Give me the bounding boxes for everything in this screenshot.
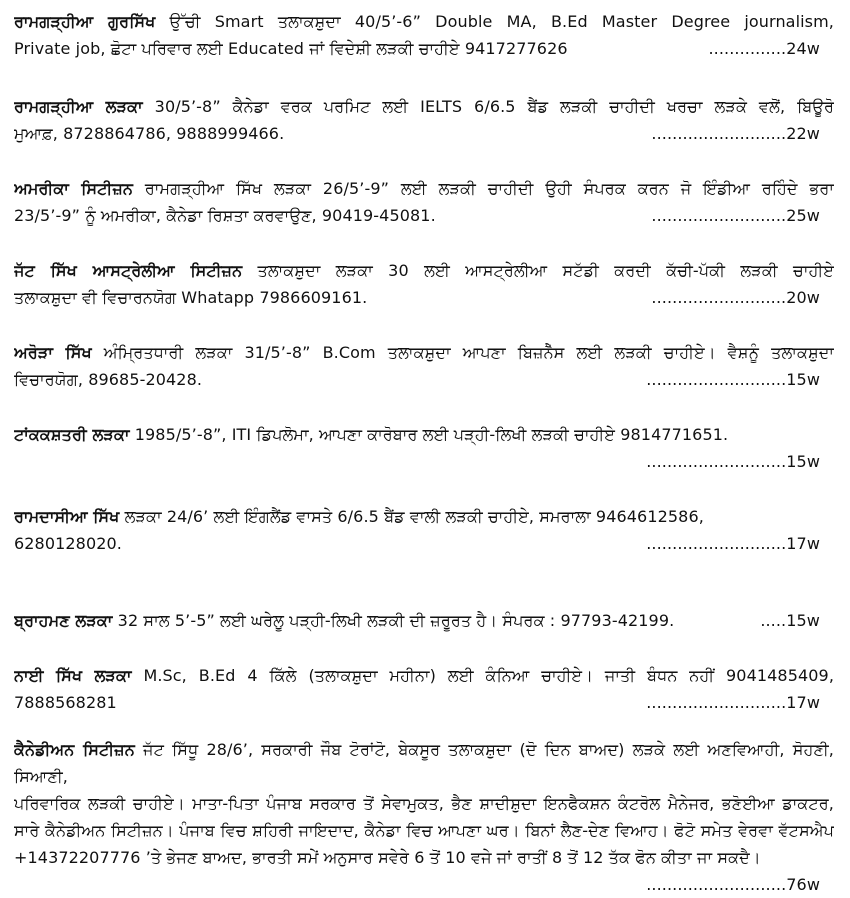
classified-ad bbox=[14, 662, 834, 716]
ad-text: ਰਾਮਗੜ੍ਹੀਆ ਸਿੱਖ ਲੜਕਾ 26/5’-9” ਲਈ ਲੜਕੀ ਚਾਹੀਦੀ ਉਹੀ ਸੰਪਰਕ ਕਰਨ ਜੋ ਇੰਡੀਆ ਰਹਿੰਦੇ ਭਰਾ bbox=[132, 179, 834, 198]
ad-line bbox=[14, 817, 834, 844]
classified-ad bbox=[14, 93, 834, 147]
ad-text: +14372207776 ’ਤੇ ਭੇਜਣ ਬਾਅਦ, ਭਾਰਤੀ ਸਮੇਂ ਅਨੁਸਾਰ ਸਵੇਰੇ 6 ਤੋਂ 10 ਵਜੇ ਜਾਂ ਰਾਤੀਂ 8 ਤੋਂ 12 ਤੱਕ ਫੋਨ ਕੀਤਾ ਜਾ ਸਕਦੈ। bbox=[14, 848, 761, 867]
ad-text: ਲੜਕਾ 24/6’ ਲਈ ਇੰਗਲੈਂਡ ਵਾਸਤੇ 6/6.5 ਬੈਂਡ ਵਾਲੀ ਲੜਕੀ ਚਾਹੀਏ, ਸਮਰਾਲਾ 9464612586, bbox=[119, 507, 704, 526]
ad-heading: ਅਮਰੀਕਾ ਸਿਟੀਜ਼ਨ bbox=[14, 179, 133, 198]
ad-price: ..........................20w bbox=[651, 288, 820, 307]
ad-heading: ਕੈਨੇਡੀਅਨ ਸਿਟੀਜ਼ਨ bbox=[14, 740, 135, 759]
ad-heading: ਰਾਮਗੜ੍ਹੀਆ ਲੜਕਾ bbox=[14, 97, 143, 116]
ad-line bbox=[14, 607, 834, 634]
ad-text: Private job, ਛੋਟਾ ਪਰਿਵਾਰ ਲਈ Educated ਜਾਂ ਵਿਦੇਸ਼ੀ ਲੜਕੀ ਚਾਹੀਏ 9417277626 bbox=[14, 39, 568, 58]
ad-text: 32 ਸਾਲ 5’-5” ਲਈ ਘਰੇਲੂ ਪੜ੍ਹੀ-ਲਿਖੀ ਲੜਕੀ ਦੀ ਜ਼ਰੂਰਤ ਹੈ। ਸੰਪਰਕ : 97793-42199. bbox=[112, 611, 675, 630]
ad-price: ...............24w bbox=[708, 39, 820, 58]
ad-heading: ਰਾਮਗੜ੍ਹੀਆ ਗੁਰਸਿੱਖ bbox=[14, 12, 156, 31]
ad-price-row bbox=[14, 871, 834, 898]
ad-text: ਤਲਾਕਸ਼ੁਦਾ ਲੜਕਾ 30 ਲਈ ਆਸਟ੍ਰੇਲੀਆ ਸਟੱਡੀ ਕਰਦੀ ਕੱਚੀ-ਪੱਕੀ ਲੜਕੀ ਚਾਹੀਏ bbox=[242, 261, 834, 280]
ad-text: 1985/5’-8”, ITI ਡਿਪਲੋਮਾ, ਆਪਣਾ ਕਾਰੋਬਾਰ ਲਈ ਪੜ੍ਹੀ-ਲਿਖੀ ਲੜਕੀ ਚਾਹੀਏ 9814771651. bbox=[129, 425, 729, 444]
ad-text: 7888568281 bbox=[14, 693, 117, 712]
ad-line bbox=[14, 35, 834, 62]
classified-ad bbox=[14, 8, 834, 62]
ad-line bbox=[14, 790, 834, 817]
ad-line bbox=[14, 530, 834, 557]
ad-line bbox=[14, 421, 834, 448]
ad-price: ...........................15w bbox=[646, 452, 820, 471]
ad-price: ...........................15w bbox=[646, 370, 820, 389]
ad-heading: ਜੱਟ ਸਿੱਖ ਆਸਟ੍ਰੇਲੀਆ ਸਿਟੀਜ਼ਨ bbox=[14, 261, 243, 280]
ad-text: ਤਲਾਕਸ਼ੁਦਾ ਵੀ ਵਿਚਾਰਨਯੋਗ Whatapp 7986609161. bbox=[14, 288, 368, 307]
ad-price: ...........................17w bbox=[646, 693, 820, 712]
ad-line bbox=[14, 284, 834, 311]
classified-ads-column bbox=[14, 8, 834, 898]
classified-ad bbox=[14, 339, 834, 393]
ad-heading: ਨਾਈ ਸਿੱਖ ਲੜਕਾ bbox=[14, 666, 132, 685]
ad-text: 6280128020. bbox=[14, 534, 122, 553]
ad-price: ..........................22w bbox=[651, 124, 820, 143]
ad-heading: ਅਰੋੜਾ ਸਿੱਖ bbox=[14, 343, 92, 362]
classified-ad bbox=[14, 503, 834, 557]
classified-ad bbox=[14, 736, 834, 898]
ad-line bbox=[14, 503, 834, 530]
classified-ad bbox=[14, 421, 834, 475]
ad-line bbox=[14, 339, 834, 366]
classified-ad bbox=[14, 175, 834, 229]
ad-line bbox=[14, 662, 834, 689]
ad-text: 30/5’-8” ਕੈਨੇਡਾ ਵਰਕ ਪਰਮਿਟ ਲਈ IELTS 6/6.5 ਬੈਂਡ ਲੜਕੀ ਚਾਹੀਦੀ ਖਰਚਾ ਲੜਕੇ ਵਲੋਂ, ਬਿਊਰੋ bbox=[142, 97, 834, 116]
ad-line bbox=[14, 202, 834, 229]
ad-line bbox=[14, 120, 834, 147]
ad-text: ਉੱਚੀ Smart ਤਲਾਕਸ਼ੁਦਾ 40/5’-6” Double MA, B.Ed Master Degree journalism, bbox=[155, 12, 834, 31]
ad-line bbox=[14, 93, 834, 120]
ad-price: ..........................25w bbox=[651, 206, 820, 225]
ad-price-row bbox=[14, 448, 834, 475]
ad-line bbox=[14, 366, 834, 393]
ad-text: ਮੁਆਫ਼, 8728864786, 9888999466. bbox=[14, 124, 285, 143]
classified-ad bbox=[14, 607, 834, 634]
ad-line bbox=[14, 736, 834, 790]
classified-ad bbox=[14, 257, 834, 311]
ad-text: ਵਿਚਾਰਯੋਗ, 89685-20428. bbox=[14, 370, 203, 389]
ad-line bbox=[14, 689, 834, 716]
ad-text: ਸਾਰੇ ਕੈਨੇਡੀਅਨ ਸਿਟੀਜ਼ਨ। ਪੰਜਾਬ ਵਿਚ ਸ਼ਹਿਰੀ ਜਾਇਦਾਦ, ਕੈਨੇਡਾ ਵਿਚ ਆਪਣਾ ਘਰ। ਬਿਨਾਂ ਲੈਣ-ਦੇਣ ਵਿਆਹ। ਫੋਟੋ ਸਮੇਤ ਵੇਰਵਾ ਵੱਟਸਐਪ bbox=[14, 821, 834, 840]
ad-heading: ਰਾਮਦਾਸੀਆ ਸਿੱਖ bbox=[14, 507, 120, 526]
ad-line bbox=[14, 8, 834, 35]
ad-heading: ਬ੍ਰਾਹਮਣ ਲੜਕਾ bbox=[14, 611, 113, 630]
ad-text: M.Sc, B.Ed 4 ਕਿੱਲੇ (ਤਲਾਕਸ਼ੁਦਾ ਮਹੀਨਾ) ਲਈ ਕੰਨਿਆ ਚਾਹੀਏ। ਜਾਤੀ ਬੰਧਨ ਨਹੀਂ 9041485409, bbox=[131, 666, 834, 685]
ad-price: ...........................17w bbox=[646, 534, 820, 553]
ad-line bbox=[14, 257, 834, 284]
ad-price: ...........................76w bbox=[646, 875, 820, 894]
ad-text: 23/5’-9” ਨੂੰ ਅਮਰੀਕਾ, ਕੈਨੇਡਾ ਰਿਸ਼ਤਾ ਕਰਵਾਉਣ, 90419-45081. bbox=[14, 206, 436, 225]
ad-price: .....15w bbox=[760, 611, 820, 630]
ad-heading: ਟਾਂਕਕਸ਼ਤਰੀ ਲੜਕਾ bbox=[14, 425, 130, 444]
ad-text: ਪਰਿਵਾਰਿਕ ਲੜਕੀ ਚਾਹੀਏ। ਮਾਤਾ-ਪਿਤਾ ਪੰਜਾਬ ਸਰਕਾਰ ਤੋਂ ਸੇਵਾਮੁਕਤ, ਭੈਣ ਸ਼ਾਦੀਸ਼ੁਦਾ ਇਨਫੈਕਸ਼ਨ ਕੰਟਰੋਲ ਮੈਨੇਜਰ, ਭਣੋਈਆ ਡਾਕਟਰ, bbox=[14, 794, 834, 813]
ad-line bbox=[14, 175, 834, 202]
ad-text: ਜੱਟ ਸਿੱਧੂ 28/6’, ਸਰਕਾਰੀ ਜੌਬ ਟੋਰਾਂਟੋ, ਬੇਕਸੂਰ ਤਲਾਕਸ਼ੁਦਾ (ਦੋ ਦਿਨ ਬਾਅਦ) ਲੜਕੇ ਲਈ ਅਣਵਿਆਹੀ, ਸੋਹਣੀ, ਸਿਆਣੀ, bbox=[14, 740, 834, 786]
ad-text: ਅੰਮ੍ਰਿਤਧਾਰੀ ਲੜਕਾ 31/5’-8” B.Com ਤਲਾਕਸ਼ੁਦਾ ਆਪਣਾ ਬਿਜ਼ਨੈੱਸ ਲਈ ਲੜਕੀ ਚਾਹੀਏ। ਵੈਸ਼ਨੂੰ ਤਲਾਕਸ਼ੁਦਾ bbox=[91, 343, 834, 362]
ad-line bbox=[14, 844, 834, 871]
